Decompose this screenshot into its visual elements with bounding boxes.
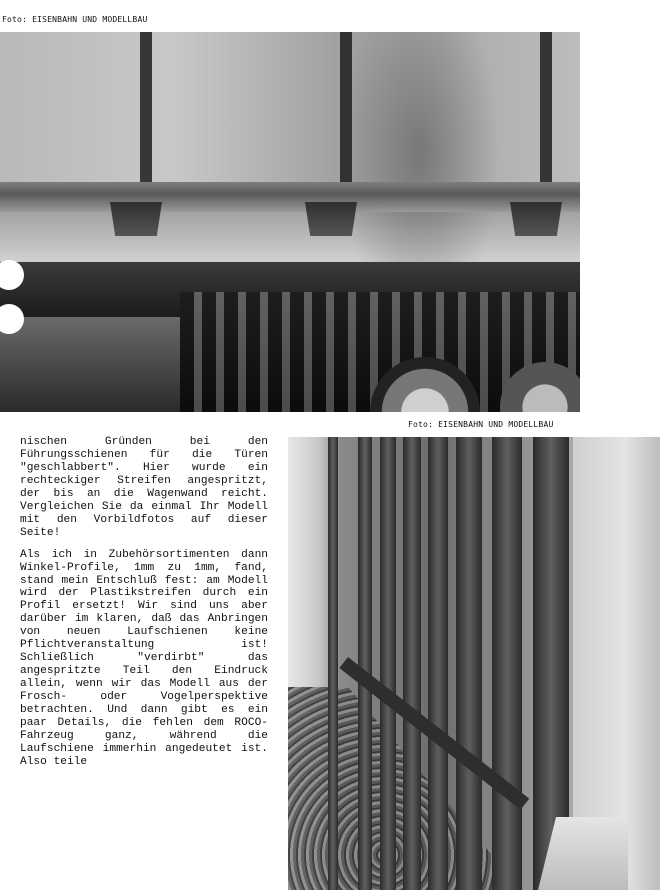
rail-bracket [305, 202, 357, 236]
wall-stake [403, 437, 421, 890]
rail-bracket [510, 202, 562, 236]
article-paragraph: nischen Gründen bei den Führungsschienen für die Türen "geschlabbert". Hier wurde ein rechteckiger Streifen angespritzt, der bis an die Wagenwand reicht. Vergleichen Sie da einmal Ihr Modell mit den Vorbildfotos auf dieser Seite! [20, 436, 268, 539]
wall-stake [380, 437, 396, 890]
wall-stake [428, 437, 448, 890]
article-paragraph: Als ich in Zubehörsortimenten dann Winkel-Profile, 1mm zu 1mm, fand, stand mein Entschluß fest: am Modell wird der Plastikstreifen durch ein Profil ersetzt! Wir sind uns aber darüber im klaren, daß das Anbringen von neuen Laufschienen keine Pflichtveranstaltung ist! Schließlich "verdirbt" das angespritzte Teil den Eindruck allein, wenn wir das Modell aus der Frosch- oder Vogelperspektive betrachten. Und dann gibt es ein paar Details, die fehlen dem ROCO-Fahrzeug ganz, während die Laufschiene immerhin angedeutet ist. Also teile [20, 548, 268, 768]
rail-bracket [110, 202, 162, 236]
binder-hole [0, 304, 24, 334]
article-text-column [20, 436, 268, 769]
photo-wagon-side-underframe [0, 32, 580, 412]
photo-credit-middle: Foto: EISENBAHN UND MODELLBAU [408, 420, 554, 429]
photo-credit-top: Foto: EISENBAHN UND MODELLBAU [2, 15, 148, 24]
wall-stake [492, 437, 522, 890]
door-guide-rail [0, 182, 580, 212]
wall-stake [328, 437, 338, 890]
wall-stake [358, 437, 372, 890]
wall-stake [456, 437, 482, 890]
photo-wagon-side-perspective [288, 437, 660, 890]
